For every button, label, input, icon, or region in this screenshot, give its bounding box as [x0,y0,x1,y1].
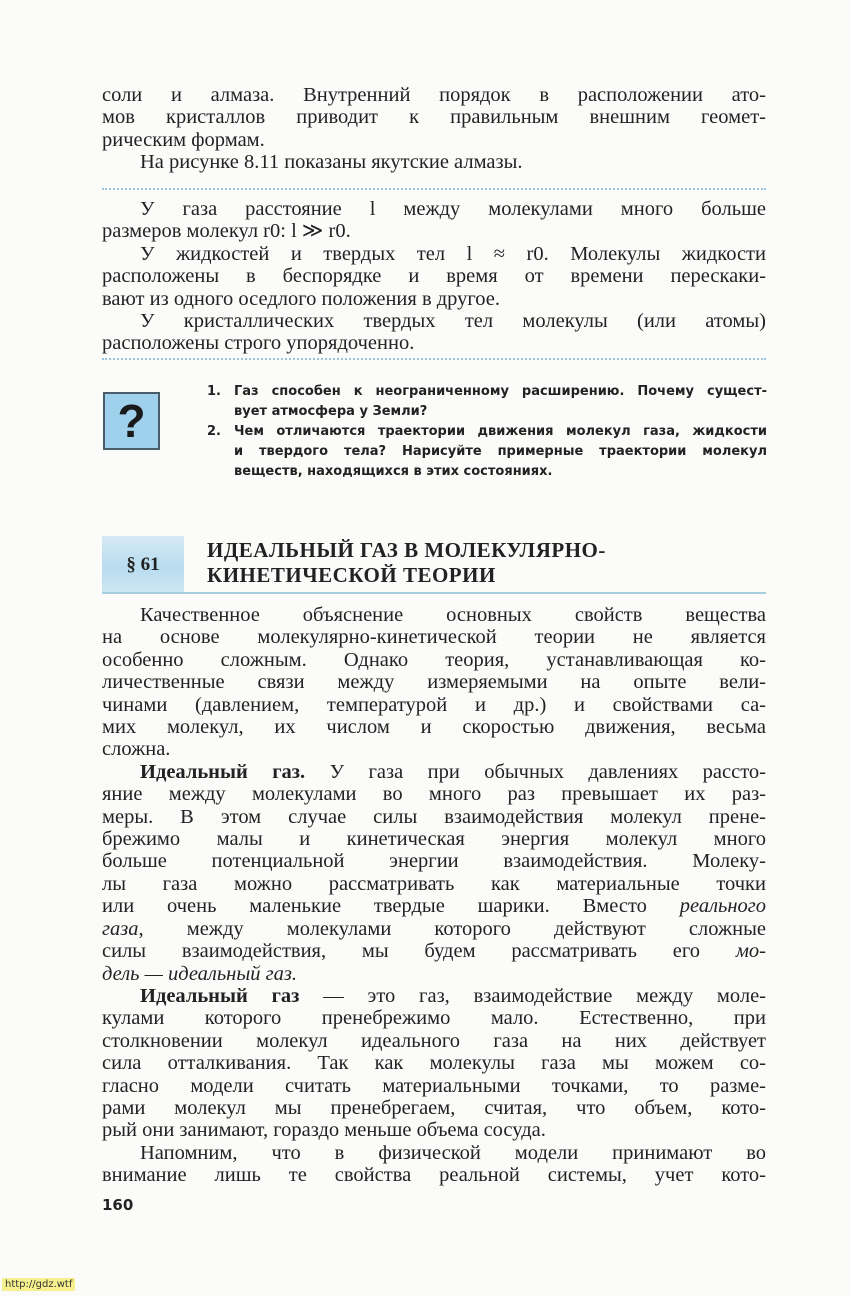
section-title [207,538,727,588]
page-number: 160 [102,1196,134,1214]
question-line: и твердого тела? Нарисуйте примерные траектории молекул [234,444,767,459]
text-line: рическим формам. [102,128,265,151]
text-line: сложна. [102,738,171,761]
text-line: брежимо малы и кинетическая энергия молекул много [102,828,766,851]
text-line: У кристаллических твердых тел молекулы (или атомы) [140,310,766,333]
section-body [102,604,766,1187]
review-questions [207,382,767,482]
text-line: У газа расстояние l между молекулами много больше [140,198,766,220]
text-line: мов кристаллов приводит к правильным внешним геомет- [102,106,766,129]
question-line: Газ способен к неограниченному расширению. Почему сущест- [234,384,767,399]
text-line [102,761,766,783]
text-run: или очень маленькие твердые шарики. Вместо [102,895,680,918]
text-run: , между молекулами которого действуют сложные [138,917,766,940]
text-line: чинами (давлением, температурой и др.) и свойствами са- [102,693,766,716]
question-mark-glyph: ? [117,395,146,447]
section-rule [102,592,766,594]
text-line: яние между молекулами во много раз превышает их раз- [102,783,766,806]
text-line: на основе молекулярно-кинетической теории не является [102,626,766,649]
text-run: силы взаимодействия, мы будем рассматривать его [102,940,736,963]
text-line: гласно модели считать материальными точками, то разме- [102,1074,766,1097]
text-line: вают из одного оседлого положения в другое. [102,287,501,310]
summary-bottom-rule [102,358,766,360]
text-line: столкновении молекул идеального газа на них действует [102,1029,766,1052]
text-line [102,963,766,985]
section-number-badge [102,536,184,594]
text-line: внимание лишь те свойства реальной системы, учет кото- [102,1164,766,1187]
text-line: особенно сложным. Однако теория, устанавливающая ко- [102,648,766,671]
text-run: — это газ, взаимодействие между моле- [299,984,766,1007]
text-line: рый они занимают, гораздо меньше объема сосуда. [102,1119,546,1142]
question-line: вует атмосфера у Земли? [234,404,428,419]
text-line [102,985,766,1007]
text-run: У газа при обычных давлениях рассто- [305,760,766,783]
summary-top-rule [102,188,766,190]
text-line: сила отталкивания. Так как молекулы газа мы можем со- [102,1052,766,1075]
text-line: мих молекул, их числом и скоростью движения, весьма [102,716,766,739]
text-line: рами молекул мы пренебрегаем, считая, что объем, кото- [102,1096,766,1119]
section-title-line: КИНЕТИЧЕСКОЙ ТЕОРИИ [207,563,496,587]
text-line: расположены строго упорядоченно. [102,332,415,355]
term-ideal-gas: Идеальный газ. [140,760,306,783]
text-line: На рисунке 8.11 показаны якутские алмазы. [140,151,523,174]
question-mark-icon [103,392,160,450]
question-line: веществ, находящихся в этих состояниях. [234,464,553,479]
text-line: кулами которого пренебрежимо мало. Естественно, при [102,1007,766,1030]
question-item [207,422,767,482]
emphasis: дель — идеальный газ. [102,962,297,985]
term-ideal-gas: Идеальный газ [140,984,300,1007]
text-line: размеров молекул r0: l ≫ r0. [102,220,351,243]
text-line: расположены в беспорядке и время от времени перескаки- [102,265,766,288]
text-line [102,918,766,940]
text-line: больше потенциальной энергии взаимодействия. Молеку- [102,850,766,873]
intro-paragraph [102,84,766,174]
section-title-line: ИДЕАЛЬНЫЙ ГАЗ В МОЛЕКУЛЯРНО- [207,538,606,562]
text-line: меры. В этом случае силы взаимодействия молекул прене- [102,805,766,828]
question-line: Чем отличаются траектории движения молекул газа, жидкости [234,424,767,439]
question-number: 1. [207,384,221,399]
question-item [207,382,767,422]
section-number: § 61 [126,554,160,575]
emphasis: мо- [735,940,766,963]
emphasis: газа [102,917,139,940]
text-line: Качественное объяснение основных свойств вещества [140,604,766,626]
watermark-link[interactable]: http://gdz.wtf [2,1278,75,1291]
text-line: соли и алмаза. Внутренний порядок в расположении ато- [102,84,766,106]
text-line: У жидкостей и твердых тел l ≈ r0. Молекулы жидкости [140,242,766,265]
emphasis: реального [679,895,766,918]
text-line [102,940,766,962]
text-line [102,895,766,917]
summary-block [102,198,766,355]
text-line: Напомним, что в физической модели принимают во [140,1141,766,1164]
text-line: личественные связи между измеряемыми на опыте вели- [102,671,766,694]
question-number: 2. [207,424,221,439]
text-line: лы газа можно рассматривать как материальные точки [102,872,766,895]
